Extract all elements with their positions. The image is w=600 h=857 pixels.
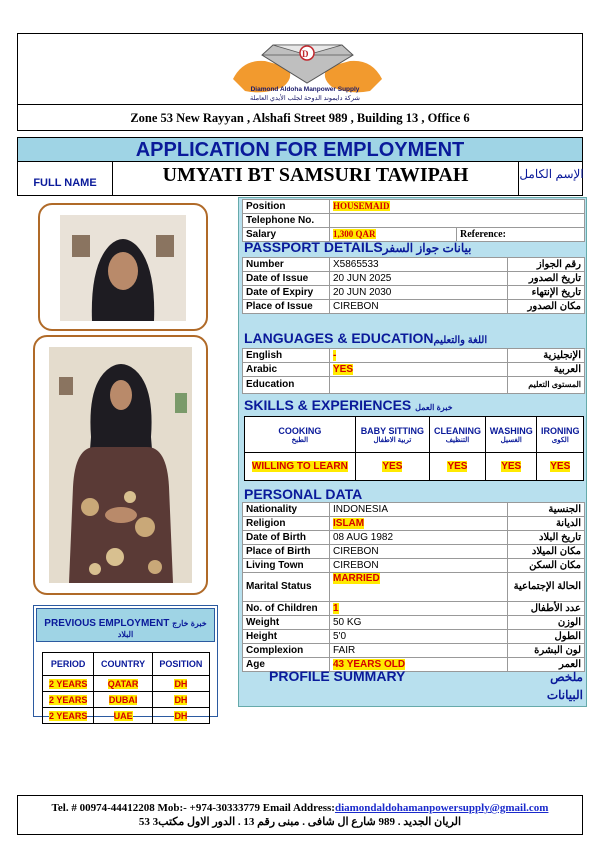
- previous-employment-title: PREVIOUS EMPLOYMENT: [44, 618, 170, 629]
- issue-date-label: Date of Issue: [243, 272, 330, 286]
- religion-value: ISLAM: [333, 517, 365, 529]
- place-of-birth-label: Place of Birth: [243, 545, 330, 559]
- skill-name: IRONING: [540, 425, 580, 436]
- position-value: HOUSEMAID: [333, 201, 390, 211]
- full-name-label: FULL NAME: [18, 162, 113, 195]
- period-header: PERIOD: [43, 653, 94, 676]
- skill-name-ar: الغسيل: [500, 436, 522, 444]
- passport-title: PASSPORT DETAILS: [244, 239, 383, 255]
- education-label: Education: [243, 377, 330, 394]
- skill-name: COOKING: [278, 425, 322, 436]
- children-label-ar: عدد الأطفال: [508, 602, 585, 616]
- skill-ironing-header: [537, 417, 584, 453]
- table-row: [43, 676, 210, 692]
- table-row: [43, 708, 210, 724]
- skill-name-ar: الطبخ: [291, 436, 309, 444]
- table-row: [243, 559, 585, 573]
- country-cell: QATAR: [107, 678, 139, 689]
- nationality-label-ar: الجنسية: [508, 503, 585, 517]
- footer-contact: Tel. # 00974-44412208 Mob:- +974-30333779 Email Address:: [51, 802, 335, 814]
- skills-title: SKILLS & EXPERIENCES: [244, 397, 412, 413]
- skill-name-ar: الكوى: [551, 436, 569, 444]
- company-name-ar: شركة دايموند الدوحة لجلب الأيدي العاملة: [250, 95, 360, 102]
- company-address: Zone 53 New Rayyan , Alshafi Street 989 , Building 13 , Office 6: [17, 104, 583, 131]
- expiry-date-label: Date of Expiry: [243, 286, 330, 300]
- table-row: [243, 602, 585, 616]
- place-of-birth-label-ar: مكان الميلاد: [508, 545, 585, 559]
- table-row: [243, 200, 585, 214]
- period-cell: 2 YEARS: [48, 710, 88, 721]
- details-panel: [238, 197, 587, 707]
- marital-status-label: Marital Status: [243, 573, 330, 602]
- nationality-label: Nationality: [243, 503, 330, 517]
- religion-label-ar: الديانة: [508, 517, 585, 531]
- issue-date-label-ar: تاريخ الصدور: [508, 272, 585, 286]
- company-name: Diamond Aldoha Manpower Supply: [250, 86, 360, 93]
- svg-text:D: D: [302, 49, 309, 59]
- passport-number-value: X5865533: [330, 258, 508, 272]
- reference-label: Reference:: [457, 228, 585, 242]
- skill-ironing-value: YES: [550, 461, 571, 472]
- headshot-photo-frame: [38, 203, 208, 331]
- living-town-label: Living Town: [243, 559, 330, 573]
- previous-employment-title-ar: خبرة خارج البلاد: [117, 619, 207, 639]
- passport-title-ar: بيانات جواز السفر: [382, 241, 472, 255]
- education-label-ar: المستوى التعليم: [508, 377, 585, 394]
- arabic-label-ar: العربية: [508, 363, 585, 377]
- passport-number-label: Number: [243, 258, 330, 272]
- weight-value: 50 KG: [330, 616, 508, 630]
- place-of-birth-value: CIREBON: [330, 545, 508, 559]
- height-label-ar: الطول: [508, 630, 585, 644]
- marital-status-value: MARRIED: [333, 573, 380, 584]
- previous-employment-header: [36, 608, 215, 642]
- skill-name: WASHING: [489, 425, 533, 436]
- education-value: [330, 377, 508, 394]
- complexion-label-ar: لون البشرة: [508, 644, 585, 658]
- complexion-value: FAIR: [330, 644, 508, 658]
- marital-status-label-ar: الحالة الإجتماعية: [508, 573, 585, 602]
- position-cell: DH: [174, 678, 188, 689]
- table-row: [243, 258, 585, 272]
- complexion-label: Complexion: [243, 644, 330, 658]
- position-table: [242, 199, 585, 242]
- skill-washing-header: [485, 417, 537, 453]
- children-label: No. of Children: [243, 602, 330, 616]
- languages-section-title: [244, 330, 487, 346]
- full-name-label-ar: الإسم الكامل: [518, 162, 584, 195]
- previous-employment-table: [42, 652, 210, 724]
- footer-address-ar: 53 الريان الجديد . 989 شارع ال شافى . مبنى رقم 13 . الدور الاول مكتب3: [138, 816, 462, 828]
- children-value: 1: [333, 602, 339, 614]
- nationality-value: INDONESIA: [330, 503, 508, 517]
- table-row: [243, 531, 585, 545]
- languages-table: [242, 348, 585, 394]
- country-header: COUNTRY: [94, 653, 153, 676]
- table-row: [243, 644, 585, 658]
- table-row: [243, 300, 585, 314]
- position-label: Position: [243, 200, 330, 214]
- footer: [17, 795, 583, 835]
- weight-label: Weight: [243, 616, 330, 630]
- place-of-issue-label: Place of Issue: [243, 300, 330, 314]
- skill-baby-sitting-header: [355, 417, 429, 453]
- full-body-photo: [35, 337, 206, 593]
- passport-table: [242, 257, 585, 314]
- skill-cleaning-value: YES: [447, 461, 468, 472]
- skill-name-ar: التنظيف: [445, 436, 470, 444]
- english-label-ar: الإنجليزية: [508, 349, 585, 363]
- table-row: [243, 349, 585, 363]
- place-of-issue-label-ar: مكان الصدور: [508, 300, 585, 314]
- position-cell: DH: [174, 710, 188, 721]
- full-name-value: UMYATI BT SAMSURI TAWIPAH: [162, 164, 469, 186]
- skill-cooking-value: WILLING TO LEARN: [251, 461, 348, 472]
- table-row: [243, 503, 585, 517]
- skill-baby-sitting-value: YES: [382, 461, 403, 472]
- table-row: [243, 630, 585, 644]
- skills-title-ar: خبرة العمل: [415, 403, 453, 412]
- age-label-ar: العمر: [508, 658, 585, 672]
- age-value: 43 YEARS OLD: [333, 658, 406, 670]
- passport-number-label-ar: رقم الجواز: [508, 258, 585, 272]
- issue-date-value: 20 JUN 2025: [330, 272, 508, 286]
- languages-title-ar: اللغة والتعليم: [433, 335, 488, 346]
- table-row: [243, 214, 585, 228]
- period-cell: 2 YEARS: [48, 694, 88, 705]
- salary-label: Salary: [243, 228, 330, 242]
- passport-section-title: [244, 239, 471, 255]
- telephone-label: Telephone No.: [243, 214, 330, 228]
- table-row: [243, 363, 585, 377]
- dob-value: 08 AUG 1982: [330, 531, 508, 545]
- full-body-photo-frame: [33, 335, 208, 595]
- table-row: [243, 272, 585, 286]
- previous-employment-panel: [33, 605, 218, 721]
- skills-table: [244, 416, 584, 481]
- name-row: [17, 162, 583, 196]
- languages-title: LANGUAGES & EDUCATION: [244, 330, 434, 346]
- table-row: [243, 545, 585, 559]
- arabic-label: Arabic: [243, 363, 330, 377]
- skill-name: CLEANING: [433, 425, 481, 436]
- height-label: Height: [243, 630, 330, 644]
- skill-washing-value: YES: [501, 461, 522, 472]
- position-cell: DH: [174, 694, 188, 705]
- table-row: [243, 286, 585, 300]
- religion-label: Religion: [243, 517, 330, 531]
- expiry-date-label-ar: تاريخ الإنتهاء: [508, 286, 585, 300]
- weight-label-ar: الوزن: [508, 616, 585, 630]
- dob-label: Date of Birth: [243, 531, 330, 545]
- table-row: [243, 573, 585, 602]
- skill-name-ar: تربية الاطفال: [373, 436, 412, 444]
- skills-section-title: [244, 397, 453, 413]
- english-label: English: [243, 349, 330, 363]
- profile-summary-title: PROFILE SUMMARY: [269, 668, 406, 684]
- skill-cooking-header: [245, 417, 356, 453]
- country-cell: DUBAI: [108, 694, 138, 705]
- salary-value: 1,300 QAR: [333, 229, 376, 239]
- table-row: [243, 517, 585, 531]
- headshot-photo: [40, 205, 206, 329]
- dob-label-ar: تاريخ البلاد: [508, 531, 585, 545]
- table-row: [243, 616, 585, 630]
- place-of-issue-value: CIREBON: [330, 300, 508, 314]
- page-title: APPLICATION FOR EMPLOYMENT: [17, 137, 583, 162]
- arabic-value: YES: [333, 363, 354, 375]
- profile-summary-title-ar: ملخص البيانات: [546, 670, 583, 702]
- country-cell: UAE: [113, 710, 133, 721]
- expiry-date-value: 20 JUN 2030: [330, 286, 508, 300]
- skill-cleaning-header: [430, 417, 486, 453]
- personal-data-table: [242, 502, 585, 672]
- telephone-value: [330, 214, 585, 228]
- living-town-value: CIREBON: [330, 559, 508, 573]
- english-value: -: [333, 349, 337, 361]
- skill-name: BABY SITTING: [360, 425, 425, 436]
- age-label: Age: [243, 658, 330, 672]
- period-cell: 2 YEARS: [48, 678, 88, 689]
- table-row: [243, 377, 585, 394]
- personal-data-title: PERSONAL DATA: [244, 486, 363, 502]
- living-town-label-ar: مكان السكن: [508, 559, 585, 573]
- height-value: 5'0: [330, 630, 508, 644]
- footer-email-link[interactable]: diamondaldohamanpowersupply@gmail.com: [334, 802, 549, 814]
- table-row: [43, 692, 210, 708]
- position-header: POSITION: [152, 653, 209, 676]
